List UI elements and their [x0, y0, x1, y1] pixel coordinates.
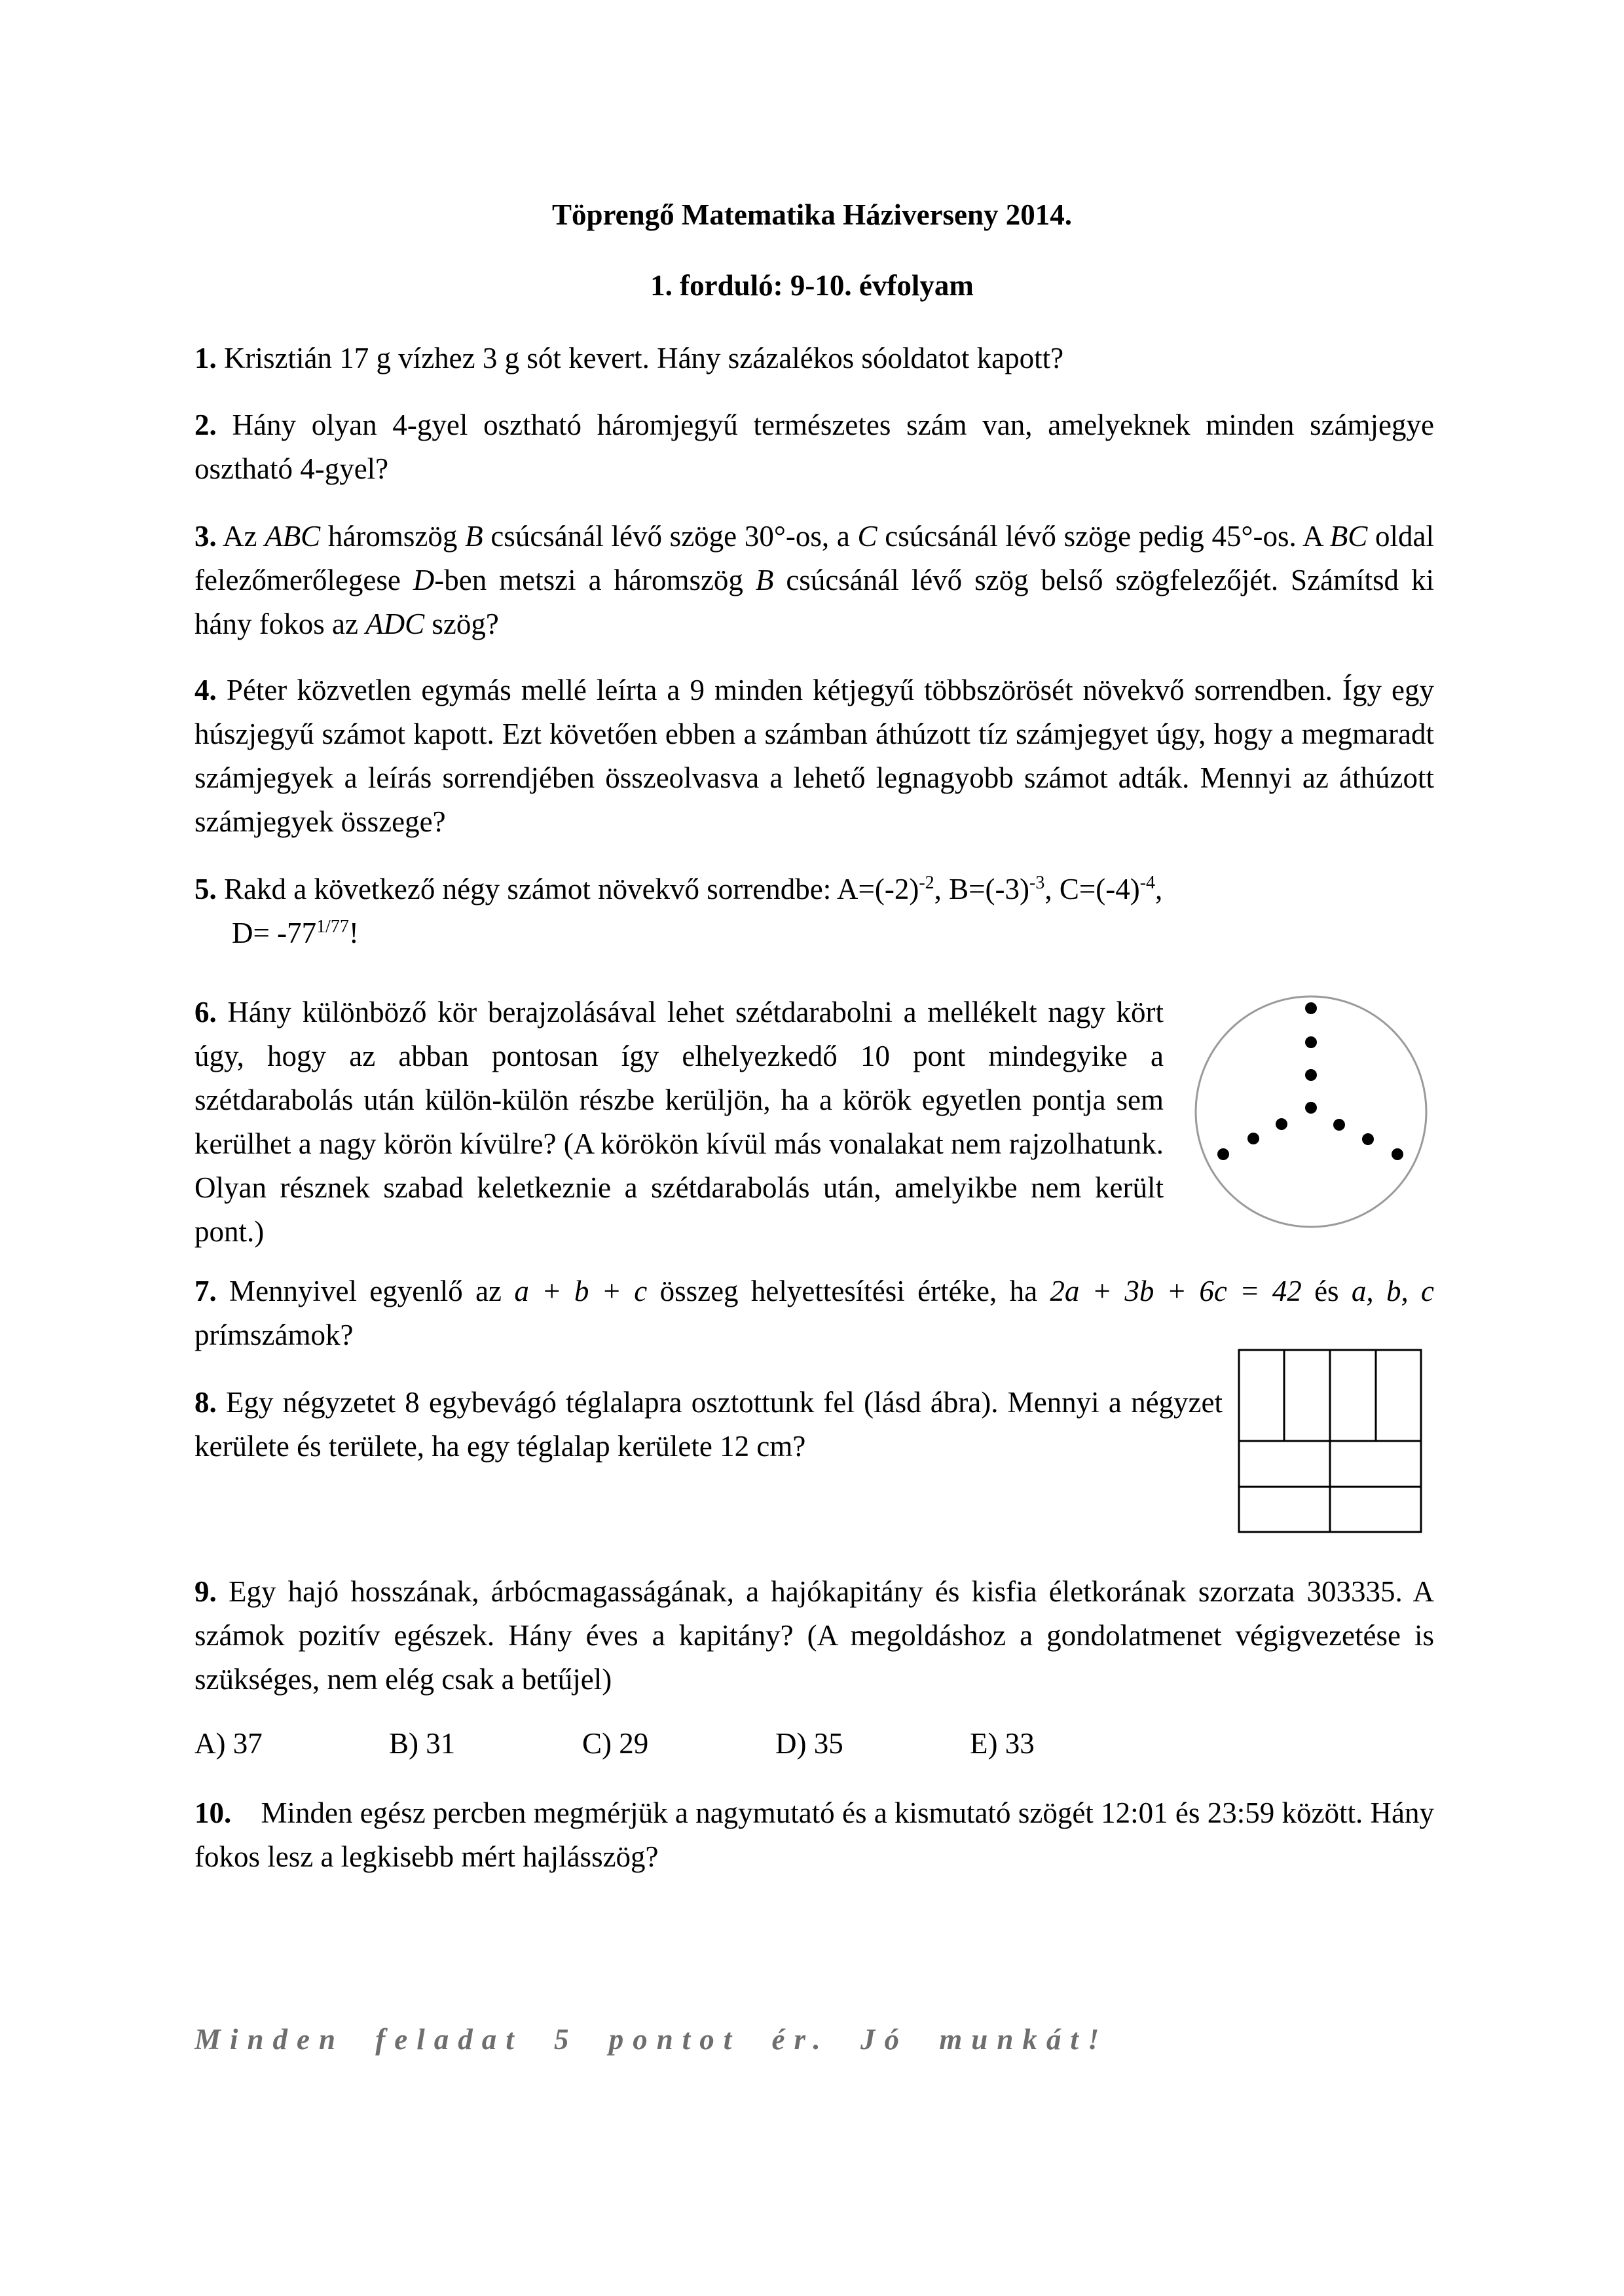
problem-5: [194, 867, 1434, 955]
exponent: -4: [1139, 873, 1156, 893]
footer-note: Minden feladat 5 pontot ér. Jó munkát!: [194, 2023, 1109, 2056]
problem-number: 7.: [194, 1275, 217, 1307]
text-run: szög?: [424, 608, 499, 640]
point: [1362, 1133, 1374, 1145]
problem-7: [194, 1269, 1434, 1357]
problem-number: 6.: [194, 996, 217, 1029]
problem-number: 5.: [194, 873, 217, 905]
variable: ADC: [365, 608, 425, 640]
text-run: összeg helyettesítési értéke, ha: [647, 1275, 1050, 1307]
exponent: -3: [1029, 873, 1045, 893]
variables: a, b, c: [1351, 1275, 1434, 1307]
point: [1217, 1148, 1229, 1160]
problem-text: Minden egész percben megmérjük a nagymutató és a kismutató szögét 12:01 és 23:59 között. Hány fokos lesz a legkisebb mért hajlásszög?: [194, 1796, 1442, 1873]
square-rectangles-figure: [1238, 1349, 1428, 1539]
problem-8: [194, 1381, 1223, 1468]
text-run: , B=(-3): [934, 873, 1030, 905]
text-run: D= -77: [232, 917, 317, 949]
problem-number: 8.: [194, 1386, 217, 1419]
text-run: csúcsánál lévő szöge 30°-os, a: [483, 520, 858, 553]
text-run: háromszög: [320, 520, 466, 553]
problem-6: [194, 991, 1164, 1254]
answer-option-e: E) 33: [970, 1727, 1035, 1760]
problem-2: [194, 403, 1434, 491]
expression: a + b + c: [514, 1275, 648, 1307]
text-run: !: [348, 917, 359, 949]
problem-text: Egy négyzetet 8 egybevágó téglalapra osztottunk fel (lásd ábra). Mennyi a négyzet kerülete és területe, ha egy téglalap kerülete 12 cm?: [194, 1386, 1223, 1463]
text-run: , C=(-4): [1044, 873, 1140, 905]
problem-number: 10.: [194, 1796, 232, 1829]
point: [1305, 1069, 1317, 1081]
variable: C: [857, 520, 877, 553]
equation: 2a + 3b + 6c = 42: [1050, 1275, 1302, 1307]
problem-4: [194, 668, 1434, 844]
text-run: Mennyivel egyenlő az: [216, 1275, 515, 1307]
point: [1305, 1002, 1317, 1014]
problem-number: 3.: [194, 520, 217, 553]
text-run: -ben metszi a háromszög: [434, 564, 756, 596]
problem-text: Krisztián 17 g vízhez 3 g sót kevert. Hány százalékos sóoldatot kapott?: [216, 342, 1064, 374]
variable: D: [413, 564, 435, 596]
variable: BC: [1329, 520, 1368, 553]
problem-number: 2.: [194, 409, 217, 441]
answer-option-c: C) 29: [582, 1727, 649, 1760]
variable: B: [755, 564, 774, 596]
circle-with-points-figure: [1189, 989, 1434, 1237]
point: [1276, 1118, 1287, 1130]
problem-number: 9.: [194, 1575, 217, 1608]
text-run: csúcsánál lévő szög belső szögfelezőjét. Számítsd ki hány fokos az: [194, 564, 1435, 640]
answer-option-a: A) 37: [194, 1727, 263, 1760]
problem-1: [194, 337, 1434, 380]
text-run: prímszámok?: [194, 1319, 354, 1351]
exponent: -2: [919, 873, 934, 893]
variable: B: [465, 520, 483, 553]
round-subtitle: 1. forduló: 9-10. évfolyam: [650, 269, 974, 302]
problem-text: Egy hajó hosszának, árbócmagasságának, a hajókapitány és kisfia életkorának szorzata 303335. A számok pozitív egészek. Hány éves a kapitány? (A megoldáshoz a gondolatmenet végigvezetése is szükséges, nem elég csak a betűjel): [194, 1575, 1434, 1696]
page-title: Töprengő Matematika Háziverseny 2014.: [551, 198, 1073, 231]
problem-text: Péter közvetlen egymás mellé leírta a 9 minden kétjegyű többszörösét növekvő sorrendben. Így egy húszjegyű számot kapott. Ezt követően ebben a számban áthúzott tíz számjegyet úgy, hogy a megmaradt számjegyek a leírás sorrendjében összeolvasva a lehető legnagyobb számot adták. Mennyi az áthúzott számjegyek összege?: [194, 674, 1434, 838]
answer-option-b: B) 31: [389, 1727, 456, 1760]
text-run: Az: [216, 520, 265, 553]
answer-option-d: D) 35: [775, 1727, 843, 1760]
text-run: ,: [1155, 873, 1163, 905]
problem-9: [194, 1570, 1434, 1702]
problem-10: [194, 1791, 1442, 1879]
point: [1305, 1102, 1317, 1114]
problem-number: 1.: [194, 342, 217, 374]
problem-number: 4.: [194, 674, 217, 706]
text-run: Rakd a következő négy számot növekvő sorrendbe: A=(-2): [216, 873, 919, 905]
point: [1333, 1119, 1345, 1131]
text-run: csúcsánál lévő szöge pedig 45°-os. A: [877, 520, 1330, 553]
point: [1247, 1133, 1259, 1144]
exponent: 1/77: [316, 917, 349, 937]
text-run: és: [1301, 1275, 1352, 1307]
variable: ABC: [265, 520, 321, 553]
problem-text: Hány különböző kör berajzolásával lehet szétdarabolni a mellékelt nagy kört úgy, hogy az abban pontosan így elhelyezkedő 10 pont mindegyike a szétdarabolás után külön-külön részbe kerüljön, ha a körök egyetlen pontja sem kerülhet a nagy körön kívülre? (A körökön kívül más vonalakat nem rajzolhatunk. Olyan résznek szabad keletkeznie a szétdarabolás után, amelyikbe nem került pont.): [194, 996, 1164, 1248]
problem-text: Hány olyan 4-gyel osztható háromjegyű természetes szám van, amelyeknek minden számjegye osztható 4-gyel?: [194, 409, 1434, 485]
point: [1305, 1036, 1317, 1048]
point: [1392, 1148, 1403, 1160]
problem-3: [194, 515, 1434, 646]
text-run: oldal felezőmerőlegese: [194, 520, 1434, 596]
